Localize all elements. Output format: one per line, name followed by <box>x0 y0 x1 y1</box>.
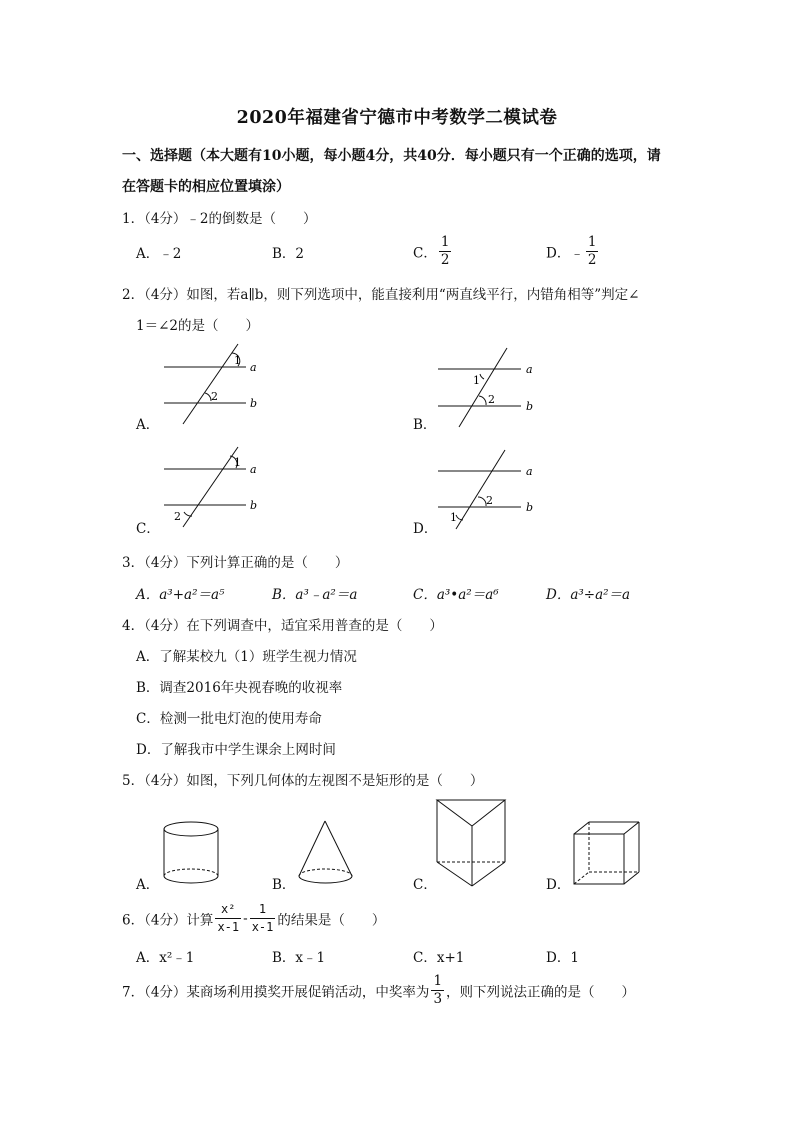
q6-minus: - <box>243 910 248 927</box>
q7-numerator: 1 <box>433 973 443 989</box>
q6-option-d: D．1 <box>546 950 579 966</box>
question-2-stem-line2: 1＝∠2的是（ ） <box>136 318 259 334</box>
q7-suffix: ，则下列说法正确的是（ ） <box>446 984 636 1001</box>
q1-c-denominator: 2 <box>440 252 450 268</box>
fig-a-angle-1: 1 <box>234 354 241 367</box>
q3-option-d: D．a³÷a²＝a <box>546 587 631 603</box>
question-5-stem: 5．（4分）如图，下列几何体的左视图不是矩形的是（ ） <box>122 773 484 789</box>
q1-c-numerator: 1 <box>440 234 450 250</box>
question-2-stem-line1: 2．（4分）如图，若a∥b，则下列选项中，能直接利用“两直线平行，内错角相等”判定∠ <box>122 287 640 303</box>
q1-d-numerator: 1 <box>587 234 597 250</box>
q6-prefix: 6．（4分）计算 <box>122 912 214 929</box>
q2-option-d-label: D． <box>413 521 438 537</box>
fig-d-line-b: b <box>526 501 534 514</box>
q6-fraction-2 <box>250 901 276 936</box>
fig-c-line-b: b <box>250 499 258 512</box>
q5-option-a-label: A． <box>136 877 160 893</box>
q5-option-c-label: C． <box>413 877 437 893</box>
q2-option-a-label: A． <box>136 417 160 433</box>
page-title: 2020年福建省宁德市中考数学二模试卷 <box>236 108 558 128</box>
section-heading-line1: 一、选择题（本大题有10小题，每小题4分，共40分．每小题只有一个正确的选项，请 <box>122 148 661 164</box>
q4-option-a: A．了解某校九（1）班学生视力情况 <box>136 649 357 665</box>
q1-option-c-prefix: C． <box>413 245 437 262</box>
fig-a-angle-2: 2 <box>211 390 218 403</box>
question-7-stem <box>122 973 635 1008</box>
fig-b-angle-1: 1 <box>473 374 480 387</box>
q6-f1-numerator: x² <box>215 901 241 919</box>
q7-denominator: 3 <box>433 991 443 1007</box>
q5-option-d-label: D． <box>546 877 571 893</box>
q5-option-b-label: B． <box>272 877 296 893</box>
fig-b-angle-2: 2 <box>488 393 495 406</box>
section-heading-line2: 在答题卡的相应位置填涂） <box>122 179 290 195</box>
q6-f1-denominator: x-1 <box>217 920 240 934</box>
question-4-stem: 4．（4分）在下列调查中，适宜采用普查的是（ ） <box>122 618 443 634</box>
q1-option-b: B．2 <box>272 246 305 262</box>
q1-d-denominator: 2 <box>587 252 597 268</box>
q3-option-a: A．a³+a²＝a⁵ <box>136 587 225 603</box>
fig-c-line-a: a <box>250 463 257 476</box>
q7-fraction <box>431 973 444 1008</box>
q1-option-d-prefix: D．﹣ <box>546 245 584 262</box>
question-6-stem <box>122 901 385 936</box>
fig-d-line-a: a <box>526 465 533 478</box>
q1-option-a: A．﹣2 <box>136 246 182 262</box>
fig-a-line-a: a <box>250 361 257 374</box>
q6-option-b: B．x﹣1 <box>272 950 326 966</box>
fig-b-line-b: b <box>526 400 534 413</box>
question-3-stem: 3．（4分）下列计算正确的是（ ） <box>122 555 349 571</box>
q6-f2-denominator: x-1 <box>251 920 274 934</box>
q4-option-c: C．检测一批电灯泡的使用寿命 <box>136 711 322 727</box>
q2-option-b-label: B． <box>413 417 437 433</box>
fig-d-angle-2: 2 <box>486 494 493 507</box>
question-1-stem: 1．（4分）﹣2的倒数是（ ） <box>122 211 317 227</box>
q6-option-a: A．x²﹣1 <box>136 950 195 966</box>
q4-option-d: D．了解我市中学生课余上网时间 <box>136 742 336 758</box>
fig-c-angle-1: 1 <box>234 456 241 469</box>
q2-option-c-label: C． <box>136 521 160 537</box>
q3-option-c: C．a³•a²＝a⁶ <box>413 587 499 603</box>
q6-f2-numerator: 1 <box>250 901 276 919</box>
q4-option-b: B．调查2016年央视春晚的收视率 <box>136 680 343 696</box>
q6-suffix: 的结果是（ ） <box>277 912 386 929</box>
q3-option-b: B．a³﹣a²＝a <box>272 587 358 603</box>
q6-fraction-1 <box>215 901 241 936</box>
q7-prefix: 7．（4分）某商场利用摸奖开展促销活动，中奖率为 <box>122 984 430 1001</box>
q6-option-c: C．x+1 <box>413 950 465 966</box>
fig-c-angle-2: 2 <box>174 510 181 523</box>
fig-b-line-a: a <box>526 363 533 376</box>
fig-a-line-b: b <box>250 397 258 410</box>
fig-d-angle-1: 1 <box>450 511 457 524</box>
